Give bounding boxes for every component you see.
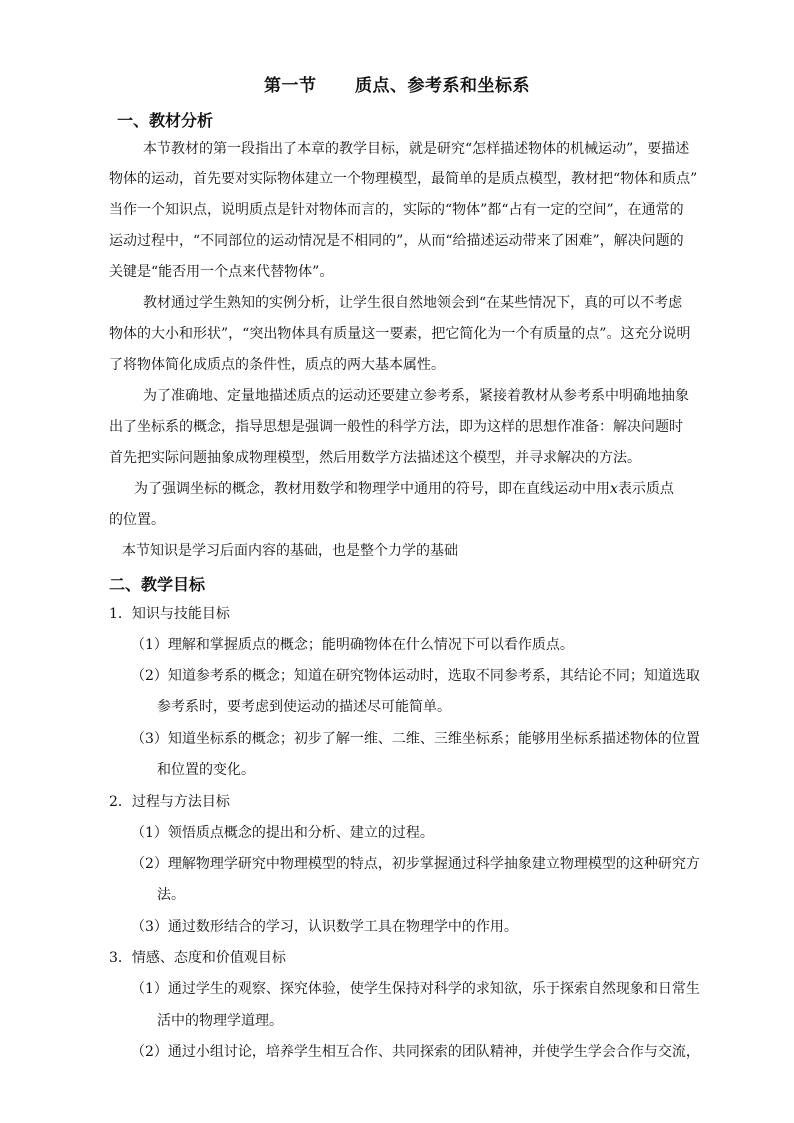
paragraph-line: 出了坐标系的概念，指导思想是强调一般性的科学方法，即为这样的思想作准备：解决问题时 — [109, 419, 683, 435]
goal-group-title: 1．知识与技能目标 — [109, 606, 230, 622]
variable-x: x — [610, 481, 618, 497]
paragraph-line: 教材通过学生熟知的实例分析，让学生很自然地领会到“在某些情况下，真的可以不考虑 — [143, 295, 683, 311]
goal-item-continued: 和位置的变化。 — [157, 762, 255, 778]
paragraph-line: 为了准确地、定量地描述质点的运动还要建立参考系，紧接着教材从参考系中明确地抽象 — [143, 388, 689, 404]
goal-item-continued: 参考系时，要考虑到使运动的描述尽可能简单。 — [157, 699, 451, 715]
paragraph-line — [134, 479, 674, 499]
paragraph-line: 运动过程中，“不同部位的运动情况是不相同的”，从而“给描述运动带来了困难”，解决问题的 — [109, 233, 684, 249]
goal-item: （1）通过学生的观察、探究体验，使学生保持对科学的求知欲，乐于探索自然现象和日常生 — [131, 981, 700, 997]
goal-item: （2）知道参考系的概念；知道在研究物体运动时，选取不同参考系，其结论不同；知道选取 — [131, 668, 700, 684]
paragraph-line: 关键是“能否用一个点来代替物体”。 — [109, 264, 334, 280]
goal-item: （1）理解和掌握质点的概念；能明确物体在什么情况下可以看作质点。 — [131, 637, 574, 653]
paragraph-line: 物体的运动，首先要对实际物体建立一个物理模型，最简单的是质点模型，教材把“物体和质点” — [109, 171, 698, 187]
goal-item-continued: 活中的物理学道理。 — [157, 1013, 283, 1029]
text-run: 为了强调坐标的概念，教材用数学和物理学中通用的符号，即在直线运动中用 — [134, 481, 610, 497]
section-heading-analysis: 一、教材分析 — [117, 111, 214, 130]
paragraph-line: 本节知识是学习后面内容的基础，也是整个力学的基础 — [122, 543, 458, 559]
goal-item: （2）理解物理学研究中物理模型的特点，初步掌握通过科学抽象建立物理模型的这种研究方 — [131, 856, 700, 872]
goal-item: （3）知道坐标系的概念；初步了解一维、二维、三维坐标系；能够用坐标系描述物体的位置 — [131, 731, 700, 747]
goal-item-continued: 法。 — [157, 887, 185, 903]
paragraph-line: 了将物体简化成质点的条件性，质点的两大基本属性。 — [109, 357, 445, 373]
paragraph-line: 物体的大小和形状”，“突出物体具有质量这一要素，把它简化为一个有质量的点”。这充分说明 — [109, 326, 691, 342]
goal-item: （1）领悟质点概念的提出和分析、建立的过程。 — [131, 825, 434, 841]
goal-group-title: 2．过程与方法目标 — [109, 794, 230, 810]
goal-item: （2）通过小组讨论，培养学生相互合作、共同探索的团队精神，并使学生学会合作与交流， — [131, 1044, 700, 1060]
paragraph-line: 当作一个知识点，说明质点是针对物体而言的，实际的“物体”都“占有一定的空间”，在通常的 — [109, 202, 684, 218]
paragraph-line: 的位置。 — [109, 512, 165, 528]
section-heading-goals: 二、教学目标 — [109, 575, 206, 594]
paragraph-line: 首先把实际问题抽象成物理模型，然后用数学方法描述这个模型，并寻求解决的方法。 — [109, 450, 641, 466]
paragraph-line: 本节教材的第一段指出了本章的教学目标，就是研究“怎样描述物体的机械运动”，要描述 — [143, 141, 690, 157]
goal-item: （3）通过数形结合的学习，认识数学工具在物理学中的作用。 — [131, 919, 518, 935]
text-run: 表示质点 — [617, 481, 674, 497]
goal-group-title: 3．情感、态度和价值观目标 — [109, 950, 286, 966]
page-title: 第一节 质点、参考系和坐标系 — [263, 76, 530, 96]
